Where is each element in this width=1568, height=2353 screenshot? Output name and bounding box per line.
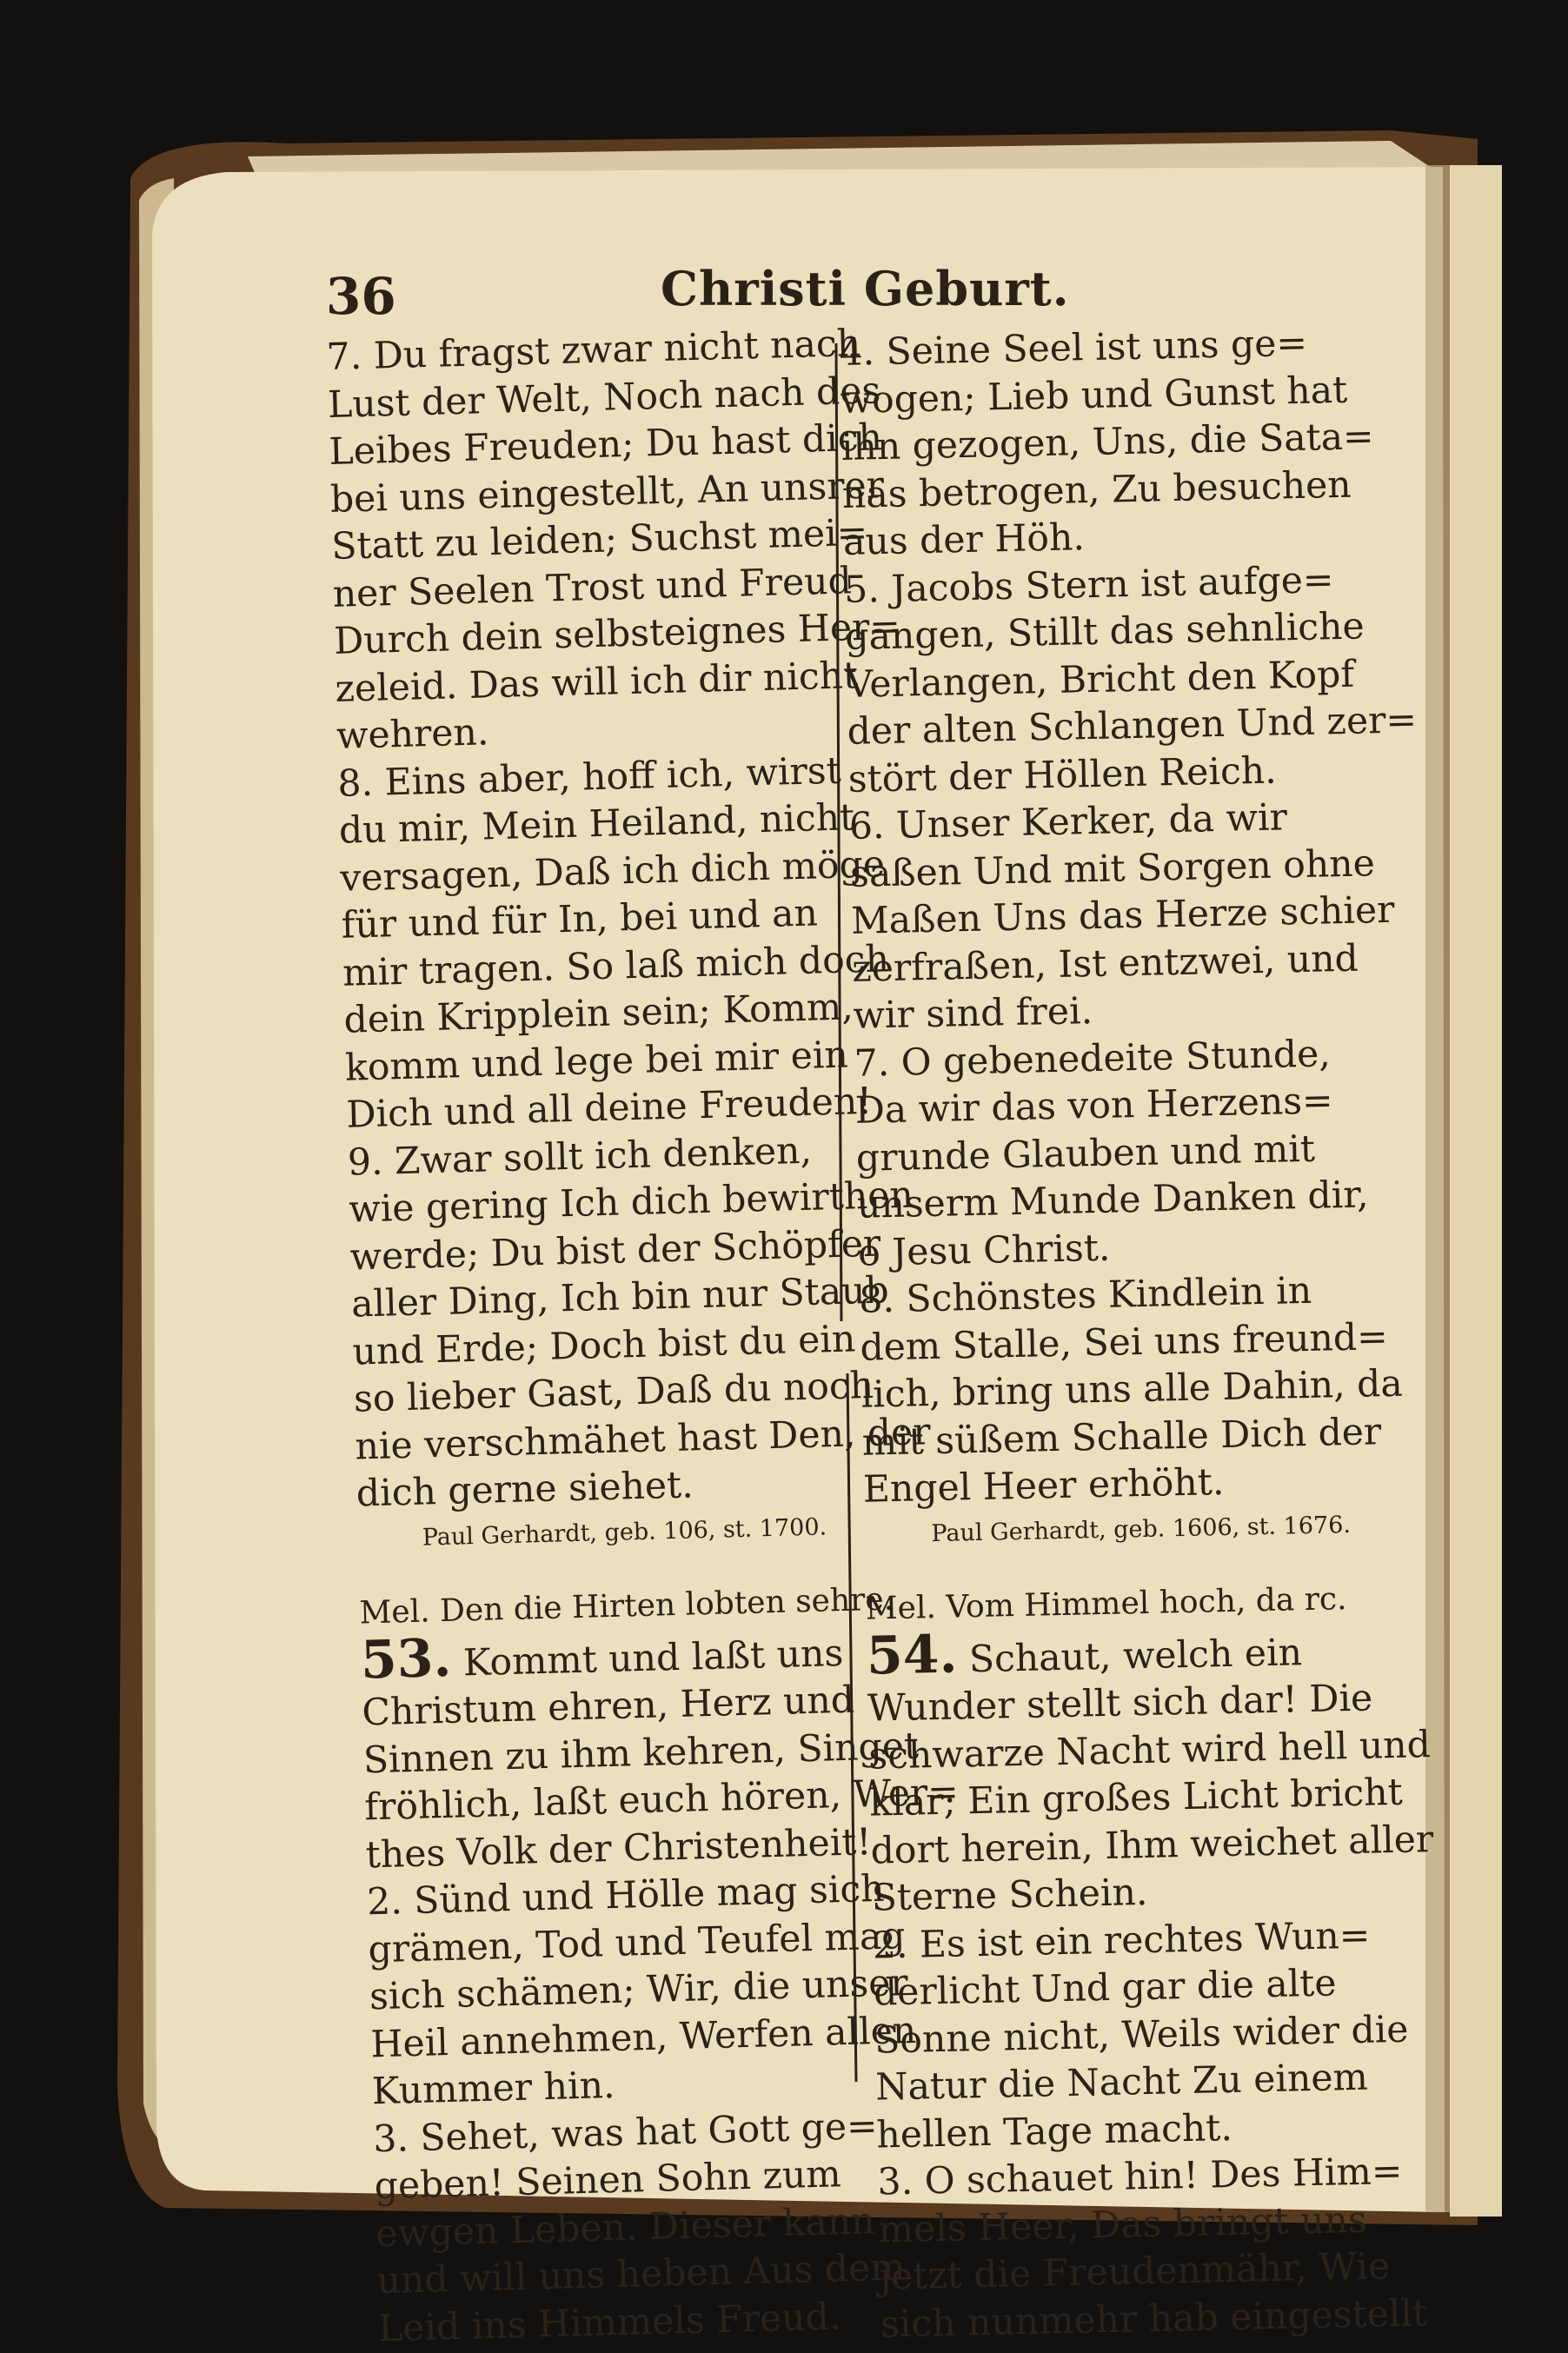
text-line: komm und lege bei mir ein: [344, 1034, 849, 1090]
text-line: geben! Seinen Sohn zum: [374, 2153, 842, 2209]
text-line: derlicht Und gar die alte: [873, 1962, 1338, 2015]
text-line: Christum ehren, Herz und: [361, 1678, 855, 1735]
text-line: klar; Ein großes Licht bricht: [868, 1771, 1404, 1825]
text-line: o Jesu Christ.: [857, 1226, 1111, 1275]
text-line: sich schämen; Wir, die unser: [369, 1962, 909, 2019]
text-line: 7. O gebenedeite Stunde,: [854, 1032, 1332, 1086]
text-line: 9. Zwar sollt ich denken,: [347, 1129, 813, 1185]
text-line: jetzt die Freudenmähr, Wie: [879, 2245, 1391, 2299]
text-line: dein Kripplein sein; Komm,: [343, 986, 854, 1042]
text-line: Sterne Schein.: [871, 1871, 1148, 1920]
book-page: [152, 169, 1447, 2350]
text-line: 8. Eins aber, hoff ich, wirst: [336, 749, 842, 806]
melody-line: Mel. Den die Hirten lobten sehre.: [358, 1580, 894, 1631]
text-line: dort herein, Ihm weichet aller: [870, 1818, 1434, 1873]
text-line: nas betrogen, Zu besuchen: [841, 463, 1352, 517]
text-line: für und für In, bei und an: [341, 892, 819, 947]
text-line: Heil annehmen, Werfen allen: [369, 2009, 917, 2066]
text-line: zerfraßen, Ist entzwei, und: [851, 937, 1359, 991]
text-line: 7. Du fragst zwar nicht nach: [326, 322, 861, 379]
hymn-number: 53.: [360, 1627, 453, 1691]
text-line: fröhlich, laßt euch hören, Wer=: [363, 1771, 960, 1830]
text-line: Durch dein selbsteignes Her=: [333, 605, 901, 663]
text-line: Da wir das von Herzens=: [854, 1080, 1334, 1133]
text-line: mir tragen. So laß mich doch: [342, 937, 890, 995]
author-attribution: Paul Gerhardt, geb. 1606, st. 1676.: [931, 1511, 1352, 1547]
text-line: gangen, Stillt das sehnliche: [844, 605, 1365, 659]
text-line: dich gerne siehet.: [355, 1464, 694, 1516]
hymn-number: 54.: [866, 1623, 959, 1687]
text-line: Verlangen, Bricht den Kopf: [846, 653, 1355, 707]
text-line: sich nunmehr hab eingestellt: [880, 2291, 1428, 2346]
text-line: stört der Höllen Reich.: [847, 749, 1278, 801]
hymn-heading-line: [866, 1622, 1353, 1685]
text-line: aller Ding, Ich bin nur Staub: [350, 1269, 890, 1326]
text-line: so lieber Gast, Daß du noch: [353, 1364, 874, 1421]
page-number: 36: [326, 267, 396, 326]
text-line: versagen, Daß ich dich möge: [339, 842, 886, 901]
text-line: wogen; Lieb und Gunst hat: [840, 369, 1348, 422]
text-line: dem Stalle, Sei uns freund=: [860, 1315, 1389, 1370]
text-line: du mir, Mein Heiland, nicht: [338, 796, 855, 853]
text-line: Kummer hin.: [371, 2064, 616, 2114]
text-line: 2. Sünd und Hölle mag sich: [366, 1867, 886, 1924]
text-line: und Erde; Doch bist du ein: [352, 1317, 856, 1374]
text-line: Leibes Freuden; Du hast dich: [328, 416, 883, 474]
text-line: Sonne nicht, Weils wider die: [874, 2008, 1409, 2063]
text-line: wir sind frei.: [853, 990, 1093, 1038]
text-line: Wunder stellt sich dar! Die: [867, 1677, 1373, 1731]
hymn-first-words: Kommt und laßt uns: [462, 1632, 844, 1685]
text-line: werde; Du bist der Schöpfer: [349, 1222, 881, 1280]
text-line: hellen Tage macht.: [875, 2106, 1233, 2157]
text-line: nie verschmähet hast Den, der: [354, 1410, 932, 1469]
text-line: ewgen Leben. Dieser kann: [375, 2199, 876, 2256]
text-line: ihn gezogen, Uns, die Sata=: [840, 415, 1375, 469]
text-line: Maßen Uns das Herze schier: [850, 888, 1395, 943]
text-line: 2. Es ist ein rechtes Wun=: [872, 1914, 1371, 1968]
text-line: der alten Schlangen Und zer=: [847, 699, 1418, 754]
text-line: 4. Seine Seel ist uns ge=: [839, 322, 1308, 375]
text-line: grämen, Tod und Teufel mag: [368, 1914, 907, 1971]
melody-line: Mel. Vom Himmel hoch, da rc.: [865, 1580, 1347, 1627]
text-line: Leid ins Himmels Freud.: [377, 2295, 841, 2350]
text-line: mels Heer, Das bringt uns: [878, 2198, 1368, 2252]
text-line: saßen Und mit Sorgen ohne: [849, 841, 1376, 896]
text-line: Natur die Nacht Zu einem: [874, 2056, 1369, 2110]
text-line: ner Seelen Trost und Freud: [332, 559, 853, 616]
text-line: wehren.: [336, 711, 489, 758]
text-line: lich, bring uns alle Dahin, da: [860, 1362, 1404, 1417]
text-line: Sinnen zu ihm kehren, Singet: [362, 1725, 920, 1782]
text-line: aus der Höh.: [842, 516, 1086, 564]
facing-page-strip: [1450, 165, 1502, 2217]
text-line: 3. O schauet hin! Des Him=: [877, 2150, 1403, 2204]
text-line: Dich und all deine Freuden!: [345, 1080, 873, 1137]
right-column: [839, 320, 1434, 2349]
text-line: unserm Munde Danken dir,: [856, 1173, 1369, 1227]
text-line: Statt zu leiden; Suchst mei=: [330, 511, 868, 568]
text-line: zeleid. Das will ich dir nicht: [335, 654, 859, 711]
text-line: und will uns heben Aus dem: [376, 2246, 907, 2303]
text-line: bei uns eingestellt, An unsrer: [329, 463, 885, 522]
page-title: Christi Geburt.: [661, 261, 1070, 316]
text-line: Lust der Welt, Noch nach des: [327, 369, 881, 427]
text-line: grunde Glauben und mit: [855, 1127, 1316, 1180]
text-line: 5. Jacobs Stern ist aufge=: [843, 558, 1334, 612]
text-line: mit süßem Schalle Dich der: [861, 1410, 1382, 1465]
text-line: 8. Schönstes Kindlein in: [858, 1269, 1312, 1322]
text-line: Engel Heer erhöht.: [862, 1461, 1225, 1512]
text-line: 6. Unser Kerker, da wir: [848, 796, 1288, 848]
text-line: wie gering Ich dich bewirthen: [348, 1173, 914, 1232]
text-line: thes Volk der Christenheit!: [365, 1820, 873, 1877]
author-attribution: Paul Gerhardt, geb. 106, st. 1700.: [422, 1512, 827, 1552]
hymn-first-words: Schaut, welch ein: [968, 1631, 1303, 1681]
text-line: 3. Sehet, was hat Gott ge=: [372, 2104, 879, 2161]
text-line: schwarze Nacht wird hell und: [867, 1723, 1432, 1778]
